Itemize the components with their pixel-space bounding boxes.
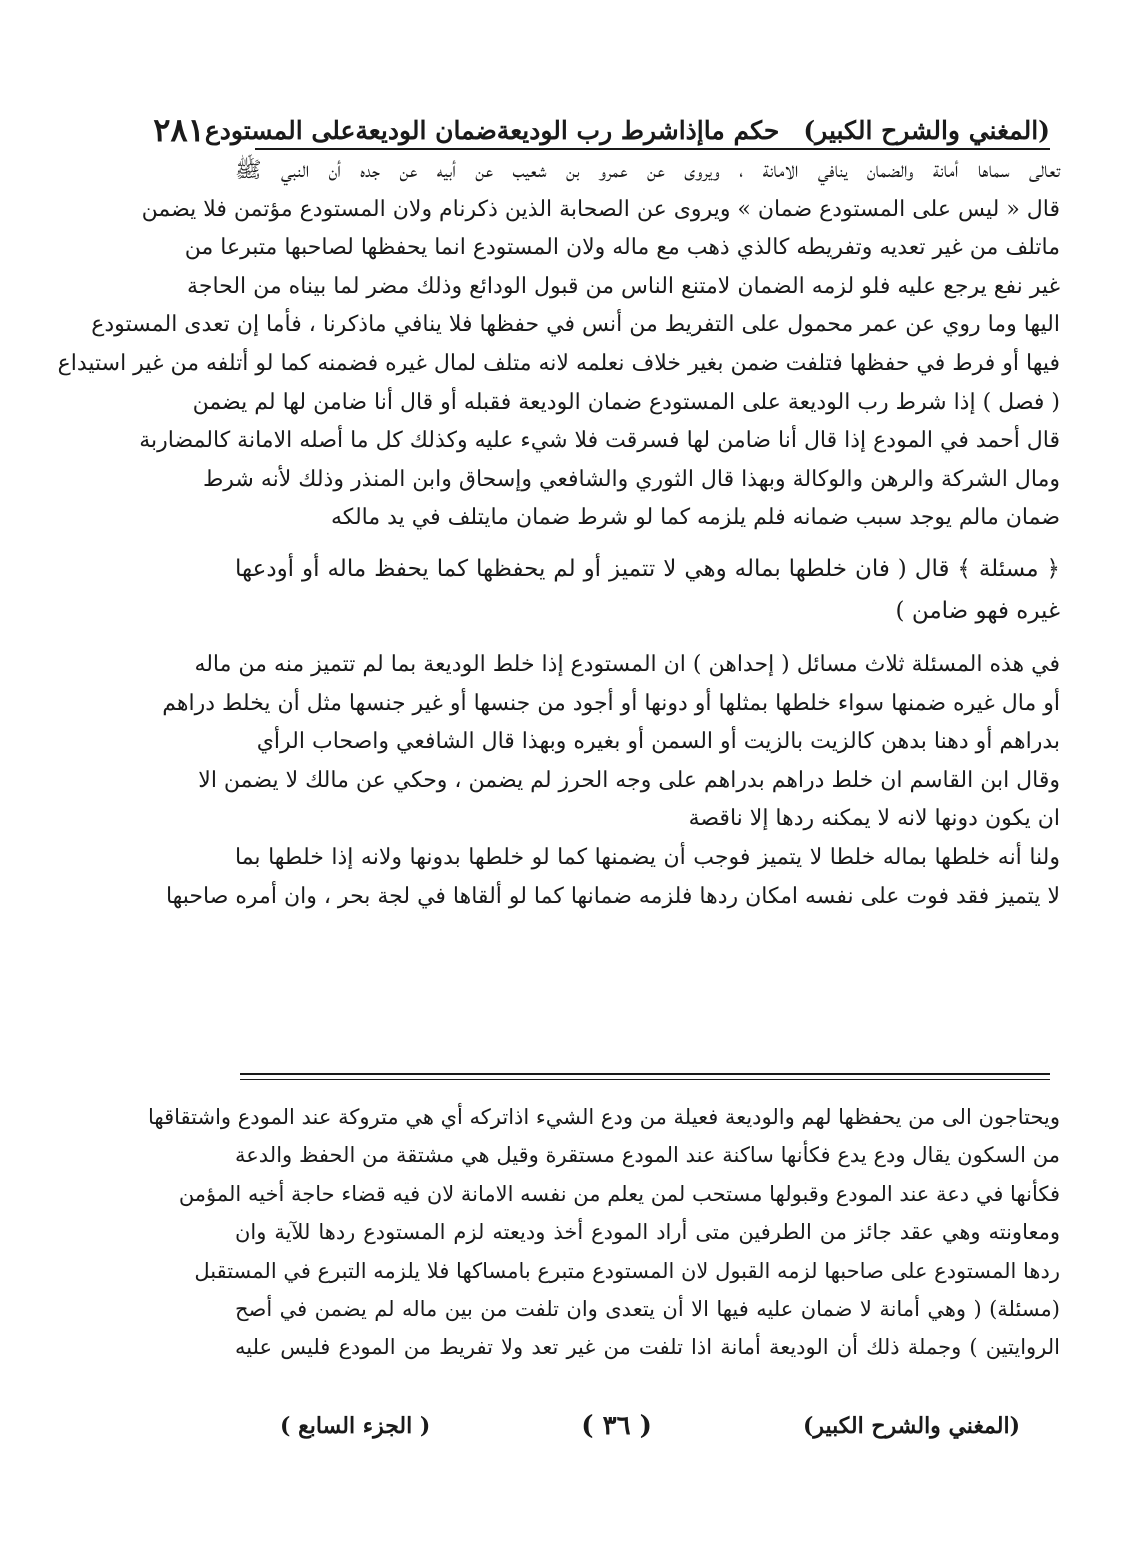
text-line: وقال ابن القاسم ان خلط دراهم بدراهم على وجه الحرز لم يضمن ، وحكي عن مالك لا يضمن الا: [198, 767, 1060, 793]
masala-heading-cont: غيره فهو ضامن ): [895, 597, 1060, 624]
text-line: تعالى سماها أمانة والضمان ينافي الامانة ، ويروى عن عمرو بن شعيب عن أبيه عن جده أن النبي ﷺ: [235, 158, 1060, 183]
footer-book-title: (المغني والشرح الكبير): [802, 1413, 1020, 1439]
spacer: [235, 632, 1060, 646]
masala-heading: ﴿ مسئلة ﴾ قال ( فان خلطها بماله وهي لا تتميز أو لم يحفظها كما يحفظ ماله أو أودعها: [235, 555, 1060, 582]
text-line: بدراهم أو دهنا بدهن كالزيت بالزيت أو السمن أو بغيره وبهذا قال الشافعي واصحاب الرأي: [256, 729, 1060, 755]
header-section-title: حكم ماإذاشرط رب الوديعةضمان الوديعةعلى المستودع: [204, 115, 780, 145]
footer-volume: ( الجزء السابع ): [280, 1413, 431, 1439]
commentary-line: من السكون يقال ودع يدع فكأنها ساكنة عند المودع مستقرة وقيل هي مشتقة من الحفظ والدعة: [235, 1143, 1060, 1168]
commentary-text: [148, 1098, 1060, 1367]
text-line: غير نفع يرجع عليه فلو لزمه الضمان لامتنع الناس من قبول الودائع وذلك مضر لما بيناه من الحاجة: [187, 273, 1060, 299]
commentary-line: ومعاونته وهي عقد جائز من الطرفين متى أراد المودع أخذ وديعته لزم المستودع ردها للآية وان: [235, 1220, 1060, 1245]
page-header: [153, 110, 1050, 150]
header-rule: [255, 148, 1050, 150]
text-line: فيها أو فرط في حفظها فتلفت ضمن بغير خلاف نعلمه لانه متلف لمال غيره فضمنه كما لو أتلفه من غير استيداع: [57, 350, 1060, 376]
commentary-line: (مسئلة) ( وهي أمانة لا ضمان عليه فيها الا أن يتعدى وان تلفت من بين ماله لم يضمن في أصح: [235, 1297, 1060, 1322]
main-text: [57, 152, 1060, 916]
commentary-line: الروايتين ) وجملة ذلك أن الوديعة أمانة اذا تلفت من غير تعد ولا تفريط من المودع فليس عليه: [235, 1335, 1060, 1360]
text-line: قال « ليس على المستودع ضمان » ويروى عن الصحابة الذين ذكرنام ولان المستودع مؤتمن فلا يضمن: [141, 196, 1060, 222]
page-footer: [280, 1410, 1020, 1442]
commentary-line: فكأنها في دعة عند المودع وقبولها مستحب لمن يعلم من نفسه الامانة لان فيه قضاء حاجة أخيه المؤمن: [178, 1181, 1060, 1206]
text-line: ( فصل ) إذا شرط رب الوديعة على المستودع ضمان الوديعة فقبله أو قال أنا ضامن لها لم يضمن: [192, 389, 1060, 415]
header-book-title: (المغني والشرح الكبير): [803, 115, 1050, 145]
footnote-separator: [240, 1073, 1050, 1080]
commentary-line: ردها المستودع على صاحبها لزمه القبول لان المستودع متبرع بامساكها فلا يلزمه التبرع في المستقبل: [194, 1258, 1060, 1283]
text-line: ماتلف من غير تعديه وتفريطه كالذي ذهب مع ماله ولان المستودع انما يحفظها لصاحبها متبرعا من: [184, 235, 1060, 261]
text-line: ولنا أنه خلطها بماله خلطا لا يتميز فوجب أن يضمنها كما لو خلطها بدونها ولانه إذا خلطها بما: [235, 844, 1060, 870]
footer-signature-number: ( ٣٦ ): [581, 1411, 652, 1441]
text-line: أو مال غيره ضمنها سواء خلطها بمثلها أو دونها أو أجود من جنسها أو غير جنسها مثل أن يخلط دراهم: [162, 690, 1060, 716]
header-titles: [205, 116, 1050, 145]
text-line: قال أحمد في المودع إذا قال أنا ضامن لها فسرقت فلا شيء عليه وكذلك كل ما أصله الامانة كالمضاربة: [139, 428, 1060, 454]
commentary-line: ويحتاجون الى من يحفظها لهم والوديعة فعيلة من ودع الشيء اذاتركه أي هي متروكة عند المودع واشتقاقها: [148, 1105, 1060, 1129]
text-line: اليها وما روي عن عمر محمول على التفريط من أنس في حفظها فلا ينافي ماذكرنا ، فأما إن تعدى المستودع: [91, 312, 1060, 338]
text-line: ومال الشركة والرهن والوكالة وبهذا قال الثوري والشافعي وإسحاق وابن المنذر وذلك لأنه شرط: [202, 466, 1060, 492]
page-number: ٢٨١: [153, 111, 205, 149]
text-line: ضمان مالم يوجد سبب ضمانه فلم يلزمه كما لو شرط ضمان مايتلف في يد مالكه: [331, 505, 1060, 531]
text-line: لا يتميز فقد فوت على نفسه امكان ردها فلزمه ضمانها كما لو ألقاها في لجة بحر ، وان أمره صاحبها: [165, 883, 1060, 909]
text-line: في هذه المسئلة ثلاث مسائل ( إحداهن ) ان المستودع إذا خلط الوديعة بما لم تتميز منه من ماله: [194, 651, 1060, 677]
text-line: ان يكون دونها لانه لا يمكنه ردها إلا ناقصة: [688, 806, 1060, 832]
